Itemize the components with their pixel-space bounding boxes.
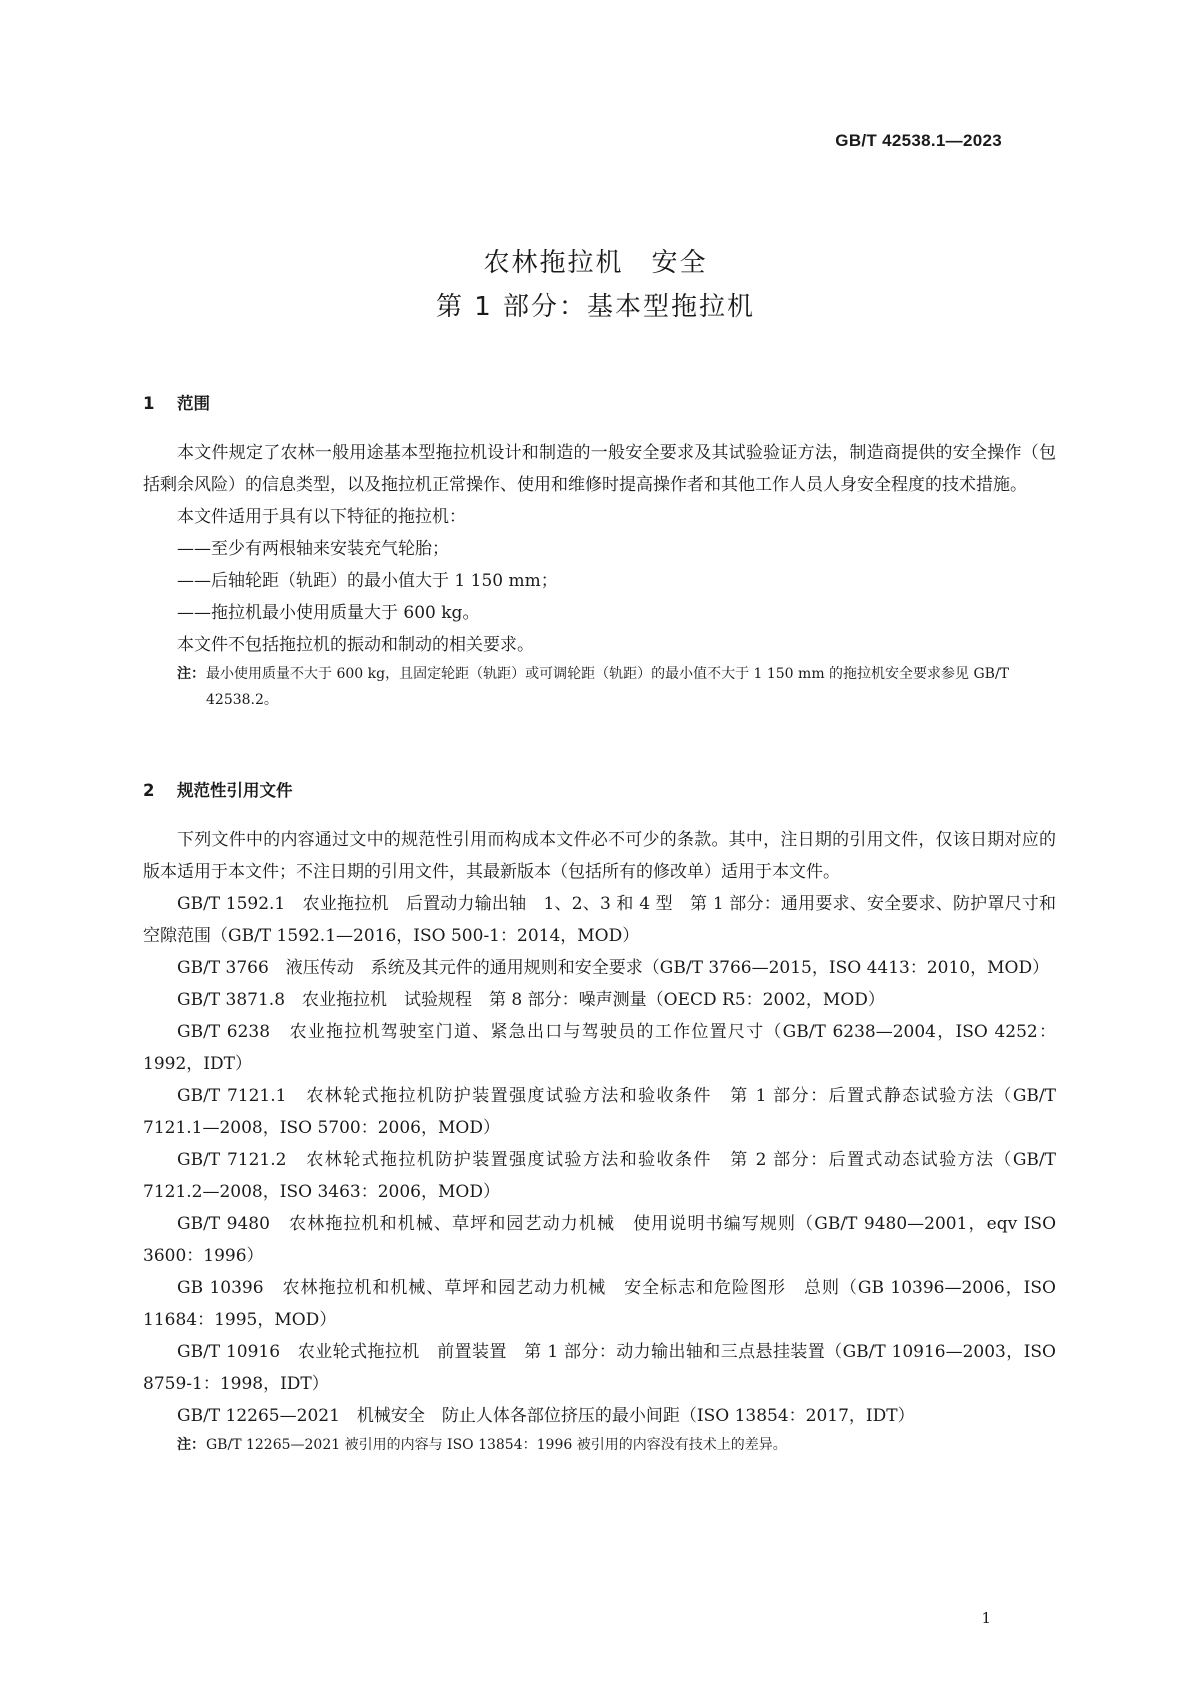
section-title: 规范性引用文件 xyxy=(177,781,293,800)
paragraph: 本文件不包括拖拉机的振动和制动的相关要求。 xyxy=(177,635,534,655)
reference-item: GB/T 7121.1 农林轮式拖拉机防护装置强度试验方法和验收条件 第 1 部分：后置式静态试验方法（GB/T 7121.1—2008，ISO 5700：2006，MOD） xyxy=(143,1086,1056,1138)
section-2-heading xyxy=(143,777,293,801)
section-number: 2 xyxy=(143,781,155,800)
list-item: ——至少有两根轴来安装充气轮胎； xyxy=(177,539,449,559)
paragraph: 本文件适用于具有以下特征的拖拉机： xyxy=(177,507,466,527)
reference-item: GB/T 12265—2021 机械安全 防止人体各部位挤压的最小间距（ISO 13854：2017，IDT） xyxy=(177,1406,915,1426)
section-2-body xyxy=(143,824,1056,1458)
standard-number: GB/T 42538.1—2023 xyxy=(835,131,1002,150)
document-title-line-2: 第 1 部分：基本型拖拉机 xyxy=(435,292,756,322)
paragraph: 下列文件中的内容通过文中的规范性引用而构成本文件必不可少的条款。其中，注日期的引用文件，仅该日期对应的版本适用于本文件；不注日期的引用文件，其最新版本（包括所有的修改单）适用于本文件。 xyxy=(143,830,1056,882)
reference-item: GB/T 3766 液压传动 系统及其元件的通用规则和安全要求（GB/T 3766—2015，ISO 4413：2010，MOD） xyxy=(177,958,1050,978)
paragraph: 本文件规定了农林一般用途基本型拖拉机设计和制造的一般安全要求及其试验验证方法，制造商提供的安全操作（包括剩余风险）的信息类型，以及拖拉机正常操作、使用和维修时提高操作者和其他工作人员人身安全程度的技术措施。 xyxy=(143,443,1056,495)
note xyxy=(143,1432,1056,1458)
reference-item: GB/T 10916 农业轮式拖拉机 前置装置 第 1 部分：动力输出轴和三点悬挂装置（GB/T 10916—2003，ISO 8759-1：1998，IDT） xyxy=(143,1342,1056,1394)
document-title-line-1: 农林拖拉机 安全 xyxy=(483,248,708,278)
reference-item: GB/T 3871.8 农业拖拉机 试验规程 第 8 部分：噪声测量（OECD R5：2002，MOD） xyxy=(177,990,885,1010)
section-1-heading xyxy=(143,390,210,414)
list-item: ——拖拉机最小使用质量大于 600 kg。 xyxy=(177,603,480,623)
note xyxy=(143,661,1056,713)
section-number: 1 xyxy=(143,394,155,413)
reference-item: GB/T 7121.2 农林轮式拖拉机防护装置强度试验方法和验收条件 第 2 部分：后置式动态试验方法（GB/T 7121.2—2008，ISO 3463：2006，MOD） xyxy=(143,1150,1056,1202)
note-text: 最小使用质量不大于 600 kg，且固定轮距（轨距）或可调轮距（轨距）的最小值不大于 1 150 mm 的拖拉机安全要求参见 GB/T 42538.2。 xyxy=(206,666,1010,708)
note-label: 注： xyxy=(177,666,205,682)
list-item: ——后轴轮距（轨距）的最小值大于 1 150 mm； xyxy=(177,571,558,591)
note-text: GB/T 12265—2021 被引用的内容与 ISO 13854：1996 被引用的内容没有技术上的差异。 xyxy=(206,1437,787,1453)
note-label: 注： xyxy=(177,1437,205,1453)
section-title: 范围 xyxy=(177,394,210,413)
reference-item: GB 10396 农林拖拉机和机械、草坪和园艺动力机械 安全标志和危险图形 总则（GB 10396—2006，ISO 11684：1995，MOD） xyxy=(143,1278,1056,1330)
page-number: 1 xyxy=(981,1609,991,1627)
reference-item: GB/T 1592.1 农业拖拉机 后置动力输出轴 1、2、3 和 4 型 第 1 部分：通用要求、安全要求、防护罩尺寸和空隙范围（GB/T 1592.1—2016，ISO 500-1：2014，MOD） xyxy=(143,894,1056,946)
reference-item: GB/T 6238 农业拖拉机驾驶室门道、紧急出口与驾驶员的工作位置尺寸（GB/T 6238—2004，ISO 4252：1992，IDT） xyxy=(143,1022,1056,1074)
section-1-body xyxy=(143,437,1056,713)
reference-item: GB/T 9480 农林拖拉机和机械、草坪和园艺动力机械 使用说明书编写规则（GB/T 9480—2001，eqv ISO 3600：1996） xyxy=(143,1214,1056,1266)
